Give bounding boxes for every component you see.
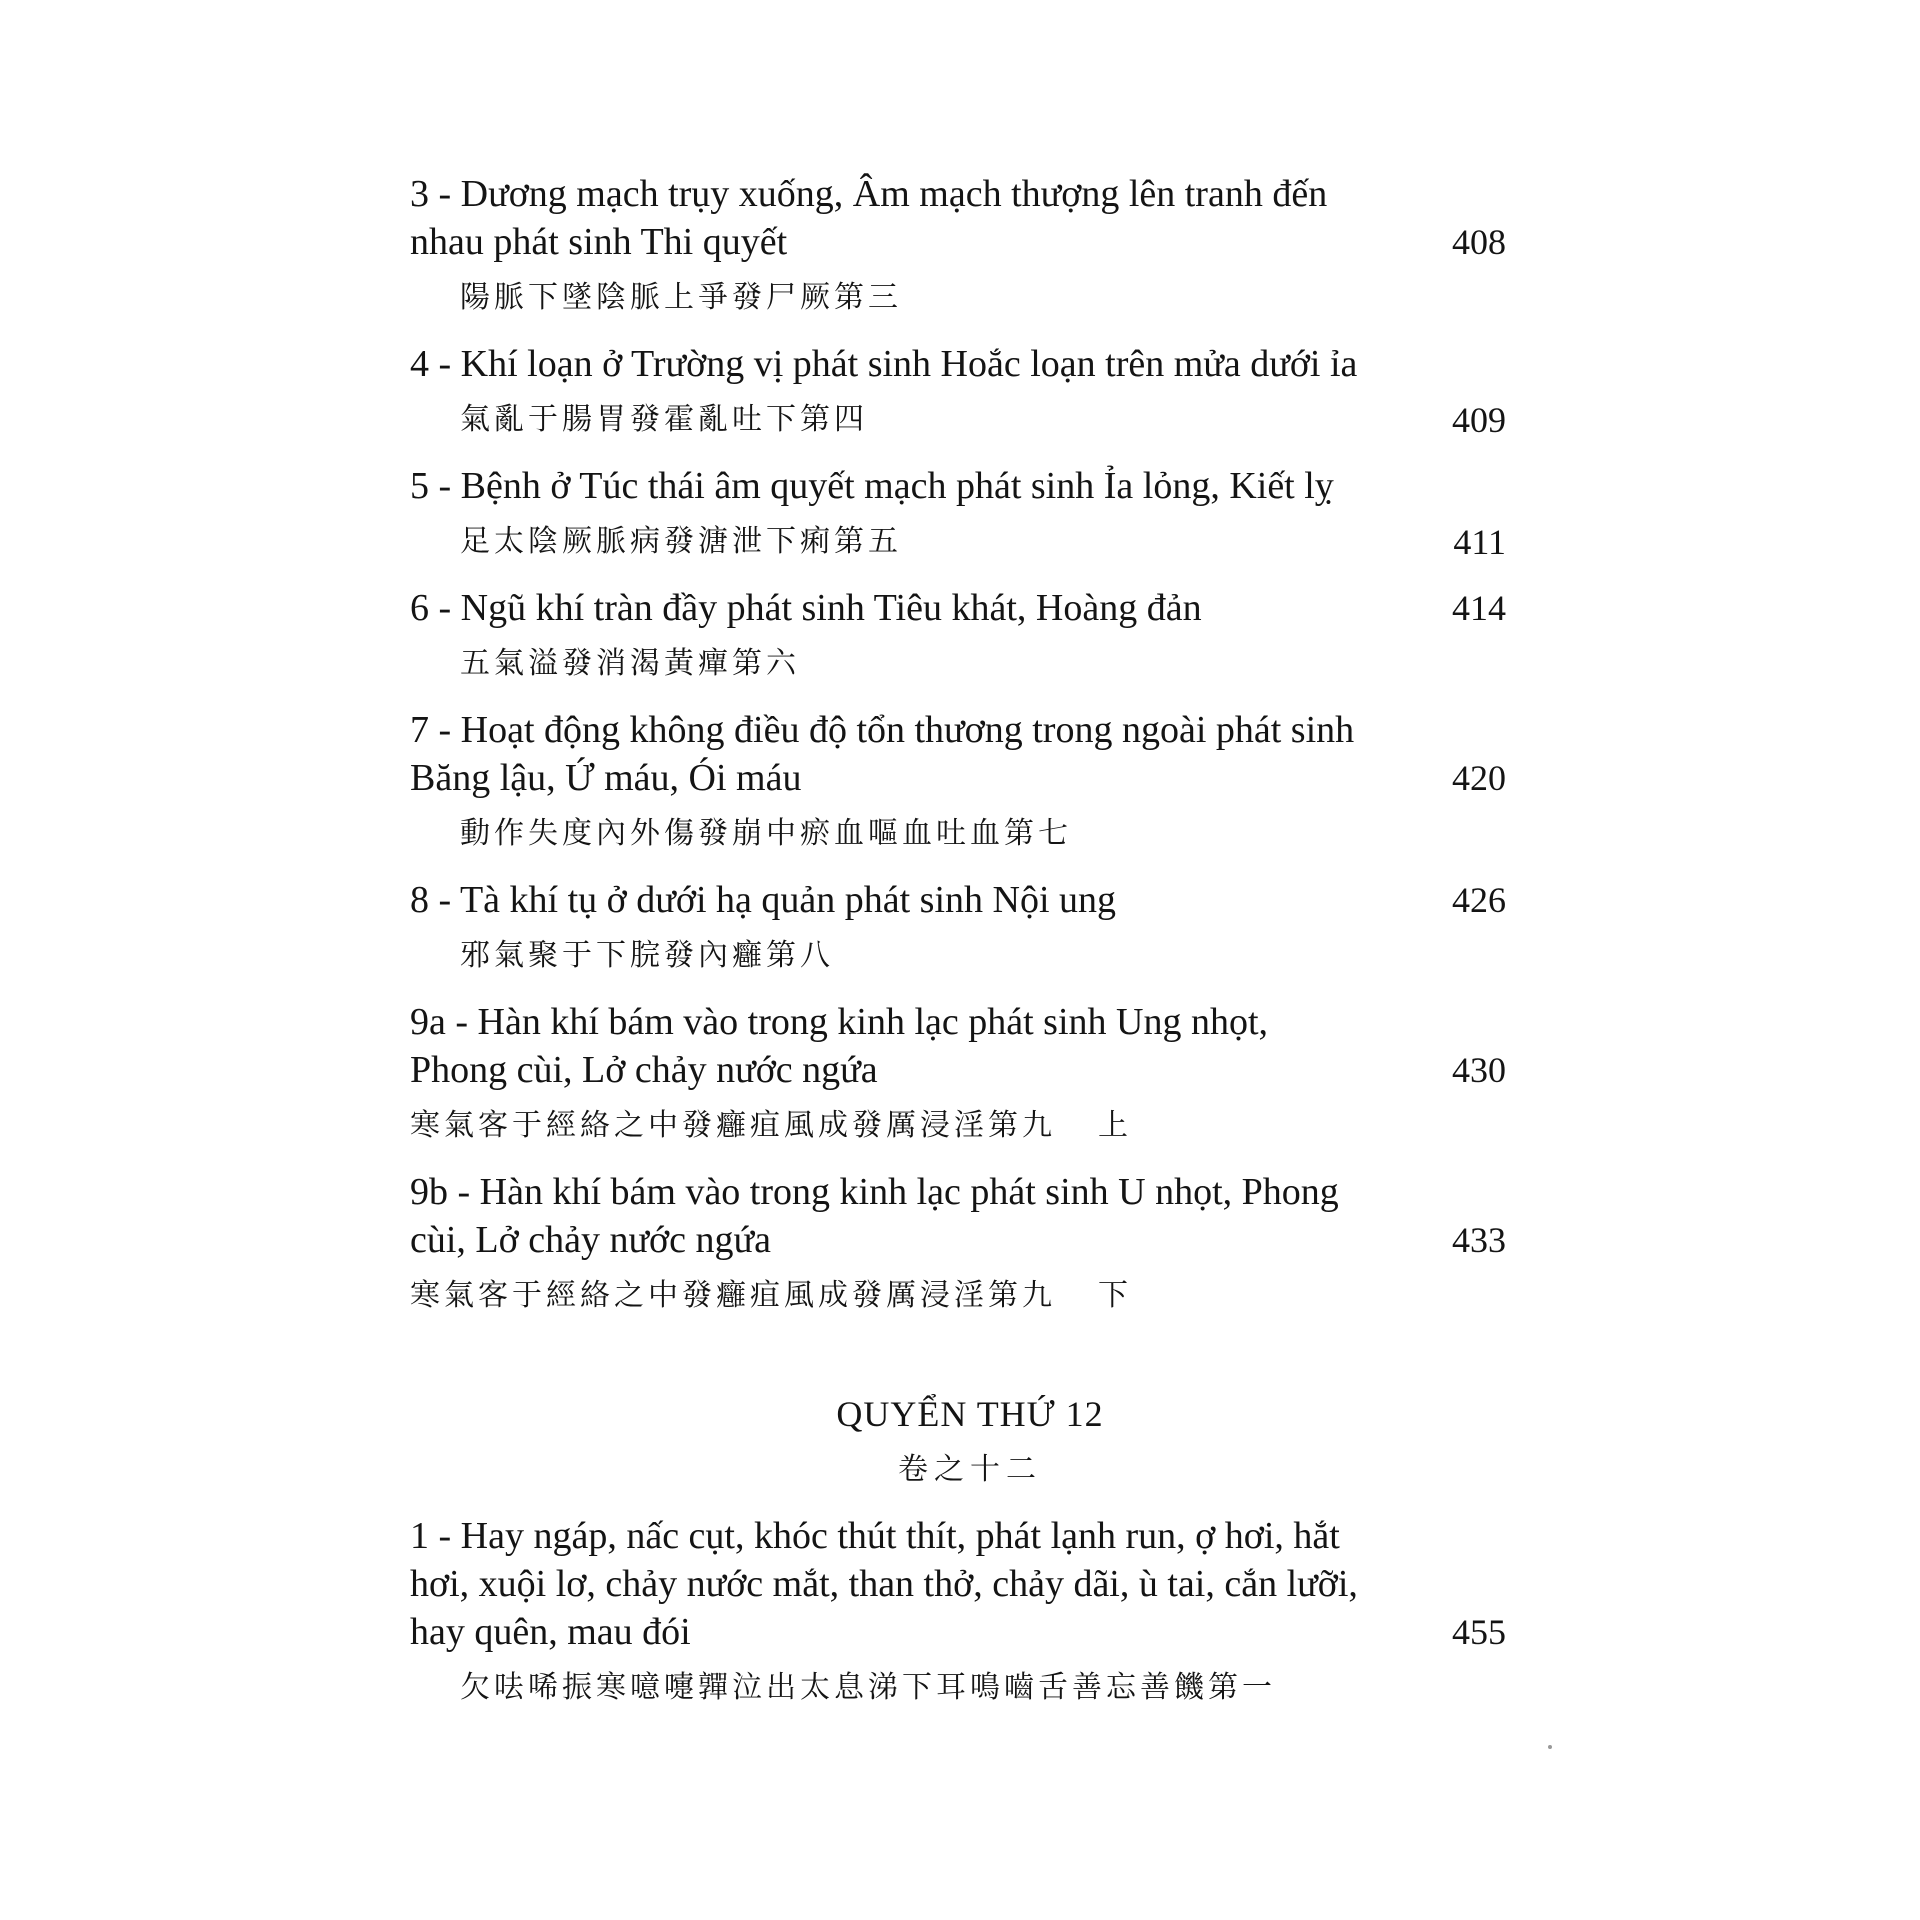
entry-vn-line: 8 - Tà khí tụ ở dưới hạ quản phát sinh Nội ung (410, 879, 1117, 921)
entry-vn-line: Băng lậu, Ứ máu, Ói máu (410, 757, 802, 799)
entry-vn-line: hơi, xuội lơ, chảy nước mắt, than thở, chảy dãi, ù tai, cắn lưỡi, (410, 1563, 1358, 1605)
toc-entry-6 (410, 584, 1530, 684)
section-title-cn: 卷之十二 (898, 1452, 1042, 1487)
entry-cn-line: 氣亂于腸胃發霍亂吐下第四 (460, 402, 868, 437)
entry-vn-text (410, 462, 1530, 510)
entry-cn-line: 寒氣客于經絡之中發癰疽風成發厲浸淫第九 (410, 1278, 1056, 1313)
toc-entry-4 (410, 340, 1530, 440)
toc-entry-9a (410, 998, 1530, 1146)
page-number: 408 (1452, 222, 1506, 262)
page-number: 409 (1452, 400, 1506, 440)
entry-vn-line: 1 - Hay ngáp, nấc cụt, khóc thút thít, phát lạnh run, ợ hơi, hắt (410, 1515, 1340, 1557)
toc-entry-7 (410, 706, 1530, 854)
entry-vn-text (410, 1168, 1530, 1264)
entry-cn-suffix: 下 (1098, 1278, 1128, 1313)
entry-vn-text (410, 170, 1530, 266)
entry-cn-text (410, 1276, 1530, 1316)
toc-entry-3 (410, 170, 1530, 318)
entry-vn-line: 5 - Bệnh ở Túc thái âm quyết mạch phát sinh Ỉa lỏng, Kiết lỵ (410, 465, 1334, 507)
scan-speck (1548, 1745, 1552, 1749)
entry-cn-suffix: 上 (1098, 1108, 1128, 1143)
page-number: 414 (1452, 588, 1506, 628)
page-number: 433 (1452, 1220, 1506, 1260)
entry-vn-line: nhau phát sinh Thi quyết (410, 221, 788, 263)
entry-vn-line: 3 - Dương mạch trụy xuống, Âm mạch thượng lên tranh đến (410, 173, 1328, 215)
entry-vn-line: 6 - Ngũ khí tràn đầy phát sinh Tiêu khát, Hoàng đản (410, 587, 1202, 629)
entry-cn-text: 欠呿唏振寒噫嚏嚲泣出太息涕下耳鳴嚙舌善忘善饑第一 (460, 1670, 1276, 1705)
entry-vn-line: 9a - Hàn khí bám vào trong kinh lạc phát sinh Ung nhọt, (410, 1001, 1269, 1043)
entry-vn-line: 7 - Hoạt động không điều độ tổn thương trong ngoài phát sinh (410, 709, 1355, 751)
entry-vn-text (410, 1512, 1530, 1656)
table-of-contents (410, 170, 1530, 1708)
entry-vn-text (410, 876, 1530, 924)
entry-vn-text (410, 706, 1530, 802)
entry-cn-text: 動作失度內外傷發崩中瘀血嘔血吐血第七 (460, 816, 1072, 851)
entry-cn-line: 足太陰厥脈病發溏泄下痢第五 (460, 524, 902, 559)
entry-vn-line: 4 - Khí loạn ở Trường vị phát sinh Hoắc loạn trên mửa dưới ỉa (410, 343, 1358, 385)
entry-vn-text (410, 340, 1530, 388)
toc-entry-q12-1 (410, 1512, 1530, 1708)
entry-vn-line: hay quên, mau đói (410, 1611, 691, 1653)
page-number: 411 (1453, 522, 1506, 562)
entry-cn-text: 邪氣聚于下脘發內癰第八 (460, 938, 834, 973)
toc-entry-9b (410, 1168, 1530, 1316)
page-number: 426 (1452, 880, 1506, 920)
page-number: 420 (1452, 758, 1506, 798)
entry-cn-line: 寒氣客于經絡之中發癰疽風成發厲浸淫第九 (410, 1108, 1056, 1143)
page-number: 430 (1452, 1050, 1506, 1090)
entry-cn-text (410, 400, 1530, 440)
entry-cn-text (410, 1106, 1530, 1146)
toc-entry-5 (410, 462, 1530, 562)
entry-vn-line: cùi, Lở chảy nước ngứa (410, 1219, 771, 1261)
toc-entry-8 (410, 876, 1530, 976)
entry-vn-line: 9b - Hàn khí bám vào trong kinh lạc phát sinh U nhọt, Phong (410, 1171, 1339, 1213)
entry-vn-text (410, 584, 1530, 632)
page-number: 455 (1452, 1612, 1506, 1652)
entry-cn-text: 陽脈下墜陰脈上爭發尸厥第三 (460, 280, 902, 315)
entry-vn-line: Phong cùi, Lở chảy nước ngứa (410, 1049, 878, 1091)
entry-vn-text (410, 998, 1530, 1094)
entry-cn-text (410, 522, 1530, 562)
entry-cn-text: 五氣溢發消渴黃癉第六 (460, 646, 800, 681)
section-title: QUYỂN THỨ 12 (836, 1394, 1104, 1434)
